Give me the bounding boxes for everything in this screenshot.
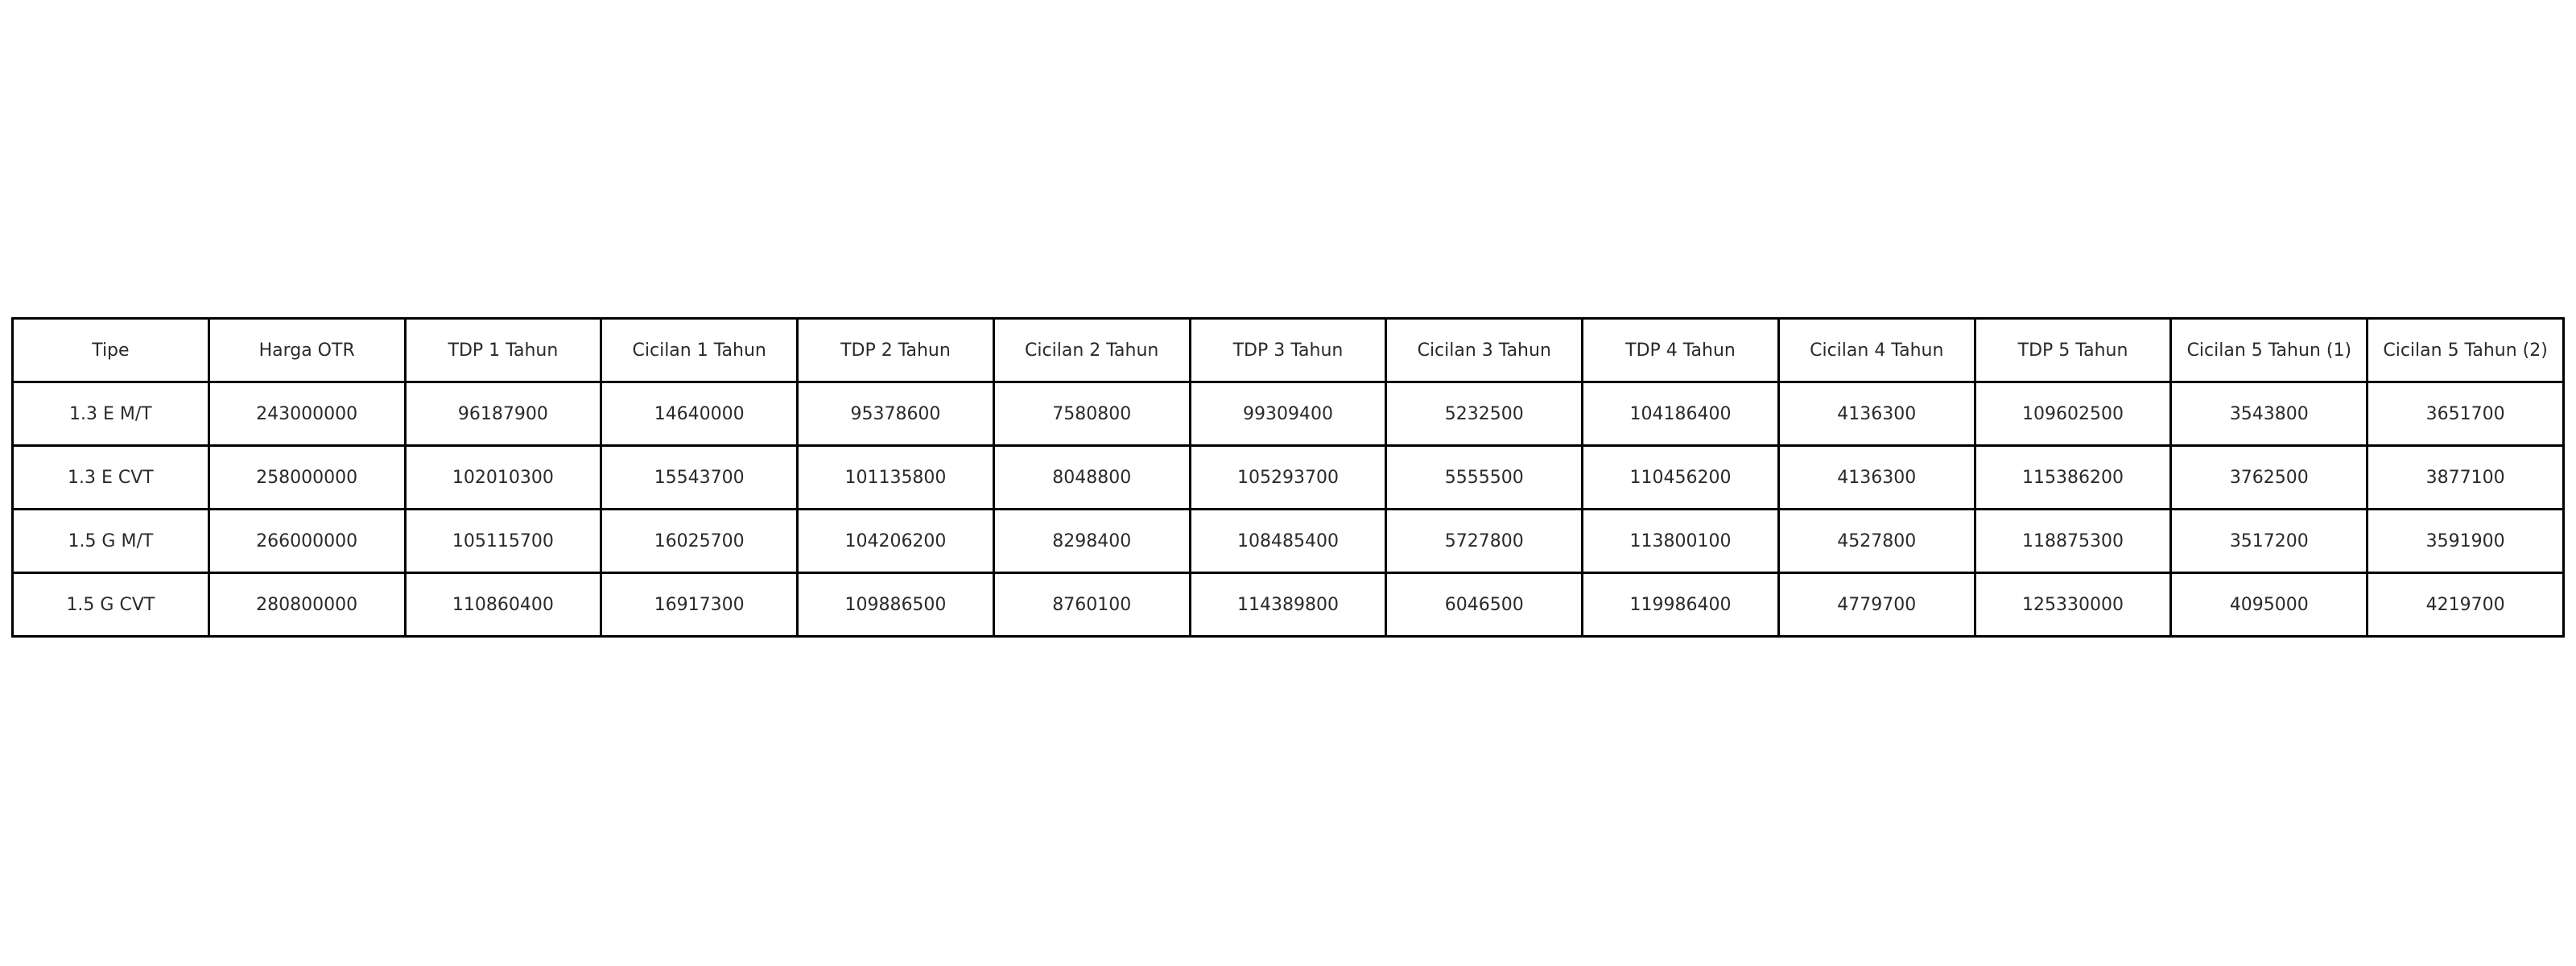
table-cell: 115386200 [1975,446,2171,510]
table-cell: 16917300 [601,573,798,637]
table-cell: 104206200 [798,510,994,573]
table-cell: 104186400 [1583,382,1779,446]
table-cell: 108485400 [1190,510,1386,573]
row-label-cell: 1.5 G M/T [13,510,209,573]
table-cell: 8298400 [993,510,1190,573]
table-cell: 109886500 [798,573,994,637]
table-cell: 5727800 [1386,510,1583,573]
table-cell: 105293700 [1190,446,1386,510]
column-header: TDP 5 Tahun [1975,319,2171,382]
table-cell: 96187900 [405,382,601,446]
column-header: Cicilan 5 Tahun (2) [2368,319,2564,382]
table-cell: 110456200 [1583,446,1779,510]
table-cell: 3651700 [2368,382,2564,446]
column-header: Cicilan 5 Tahun (1) [2171,319,2368,382]
table-row [13,510,2564,573]
table-cell: 95378600 [798,382,994,446]
table-body [13,382,2564,637]
table-cell: 5555500 [1386,446,1583,510]
table-cell: 14640000 [601,382,798,446]
table-cell: 7580800 [993,382,1190,446]
column-header: Tipe [13,319,209,382]
table-cell: 15543700 [601,446,798,510]
column-header: Harga OTR [208,319,405,382]
data-table [11,317,2565,638]
table-header-row [13,319,2564,382]
table-cell: 16025700 [601,510,798,573]
table-cell: 102010300 [405,446,601,510]
table-row [13,382,2564,446]
column-header: Cicilan 2 Tahun [993,319,1190,382]
table-cell: 101135800 [798,446,994,510]
table-cell: 266000000 [208,510,405,573]
column-header: Cicilan 3 Tahun [1386,319,1583,382]
column-header: TDP 4 Tahun [1583,319,1779,382]
row-label-cell: 1.5 G CVT [13,573,209,637]
table-cell: 109602500 [1975,382,2171,446]
column-header: TDP 2 Tahun [798,319,994,382]
table-cell: 5232500 [1386,382,1583,446]
table-cell: 105115700 [405,510,601,573]
table-cell: 6046500 [1386,573,1583,637]
table-cell: 8760100 [993,573,1190,637]
table-cell: 3591900 [2368,510,2564,573]
column-header: Cicilan 1 Tahun [601,319,798,382]
column-header: TDP 3 Tahun [1190,319,1386,382]
table-cell: 3877100 [2368,446,2564,510]
table-cell: 113800100 [1583,510,1779,573]
table-cell: 280800000 [208,573,405,637]
table-row [13,446,2564,510]
table-container [11,317,2565,638]
column-header: Cicilan 4 Tahun [1778,319,1975,382]
row-label-cell: 1.3 E CVT [13,446,209,510]
table-row [13,573,2564,637]
table-cell: 4527800 [1778,510,1975,573]
table-cell: 4095000 [2171,573,2368,637]
table-cell: 8048800 [993,446,1190,510]
table-cell: 3762500 [2171,446,2368,510]
row-label-cell: 1.3 E M/T [13,382,209,446]
table-cell: 3517200 [2171,510,2368,573]
table-cell: 258000000 [208,446,405,510]
table-cell: 114389800 [1190,573,1386,637]
table-cell: 4219700 [2368,573,2564,637]
table-cell: 4136300 [1778,446,1975,510]
table-cell: 4136300 [1778,382,1975,446]
table-cell: 99309400 [1190,382,1386,446]
table-cell: 4779700 [1778,573,1975,637]
table-cell: 119986400 [1583,573,1779,637]
table-cell: 243000000 [208,382,405,446]
column-header: TDP 1 Tahun [405,319,601,382]
table-cell: 3543800 [2171,382,2368,446]
table-cell: 118875300 [1975,510,2171,573]
table-cell: 110860400 [405,573,601,637]
table-cell: 125330000 [1975,573,2171,637]
